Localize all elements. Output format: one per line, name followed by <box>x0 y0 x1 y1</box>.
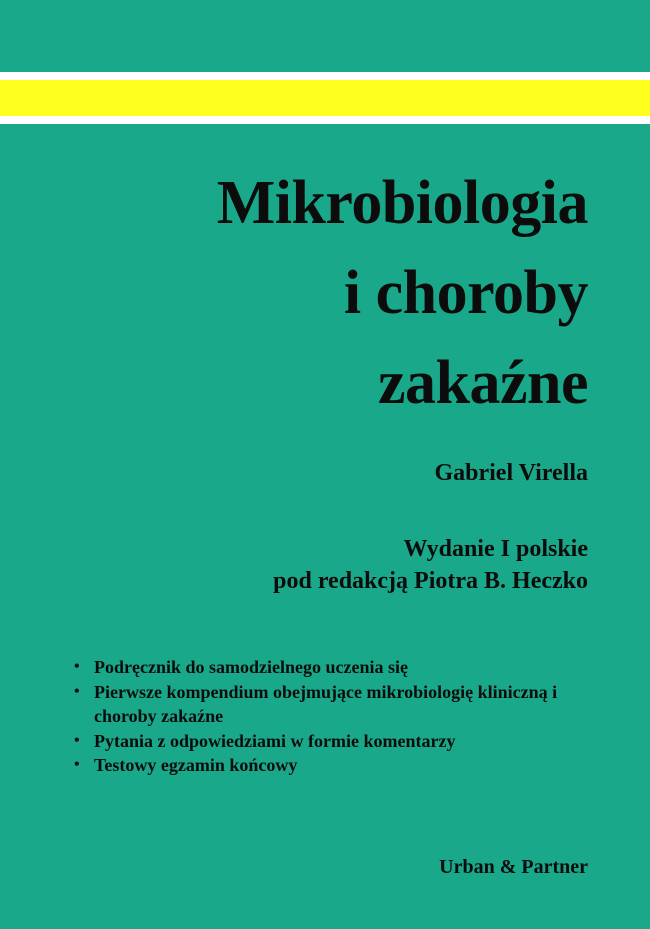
feature-text: Pytania z odpowiedziami w formie komentarzy <box>94 730 456 751</box>
bullet-icon: • <box>74 658 80 675</box>
edition-info <box>273 533 588 597</box>
edition-line-1: Wydanie I polskie <box>403 536 588 562</box>
bottom-white-stripe <box>0 116 650 124</box>
feature-item <box>72 753 592 778</box>
edition-line-2: pod redakcją Piotra B. Heczko <box>273 568 588 594</box>
feature-list <box>72 655 592 778</box>
yellow-band <box>0 80 650 116</box>
title-line-3: zakaźne <box>377 349 588 417</box>
book-title <box>217 158 588 428</box>
title-line-1: Mikrobiologia <box>216 169 588 237</box>
top-white-stripe <box>0 72 650 80</box>
bullet-icon: • <box>74 731 80 749</box>
bullet-icon: • <box>74 756 80 773</box>
feature-text: Pierwsze kompendium obejmujące mikrobiologię kliniczną i choroby zakaźne <box>94 681 558 726</box>
title-line-2: i choroby <box>343 259 588 327</box>
publisher-name: Urban & Partner <box>439 856 588 878</box>
feature-item <box>72 729 592 754</box>
feature-text: Testowy egzamin końcowy <box>94 755 298 775</box>
author-name: Gabriel Virella <box>434 460 588 486</box>
feature-item <box>72 680 592 729</box>
bullet-icon: • <box>74 682 80 700</box>
feature-text: Podręcznik do samodzielnego uczenia się <box>94 657 408 677</box>
feature-item <box>72 655 592 680</box>
